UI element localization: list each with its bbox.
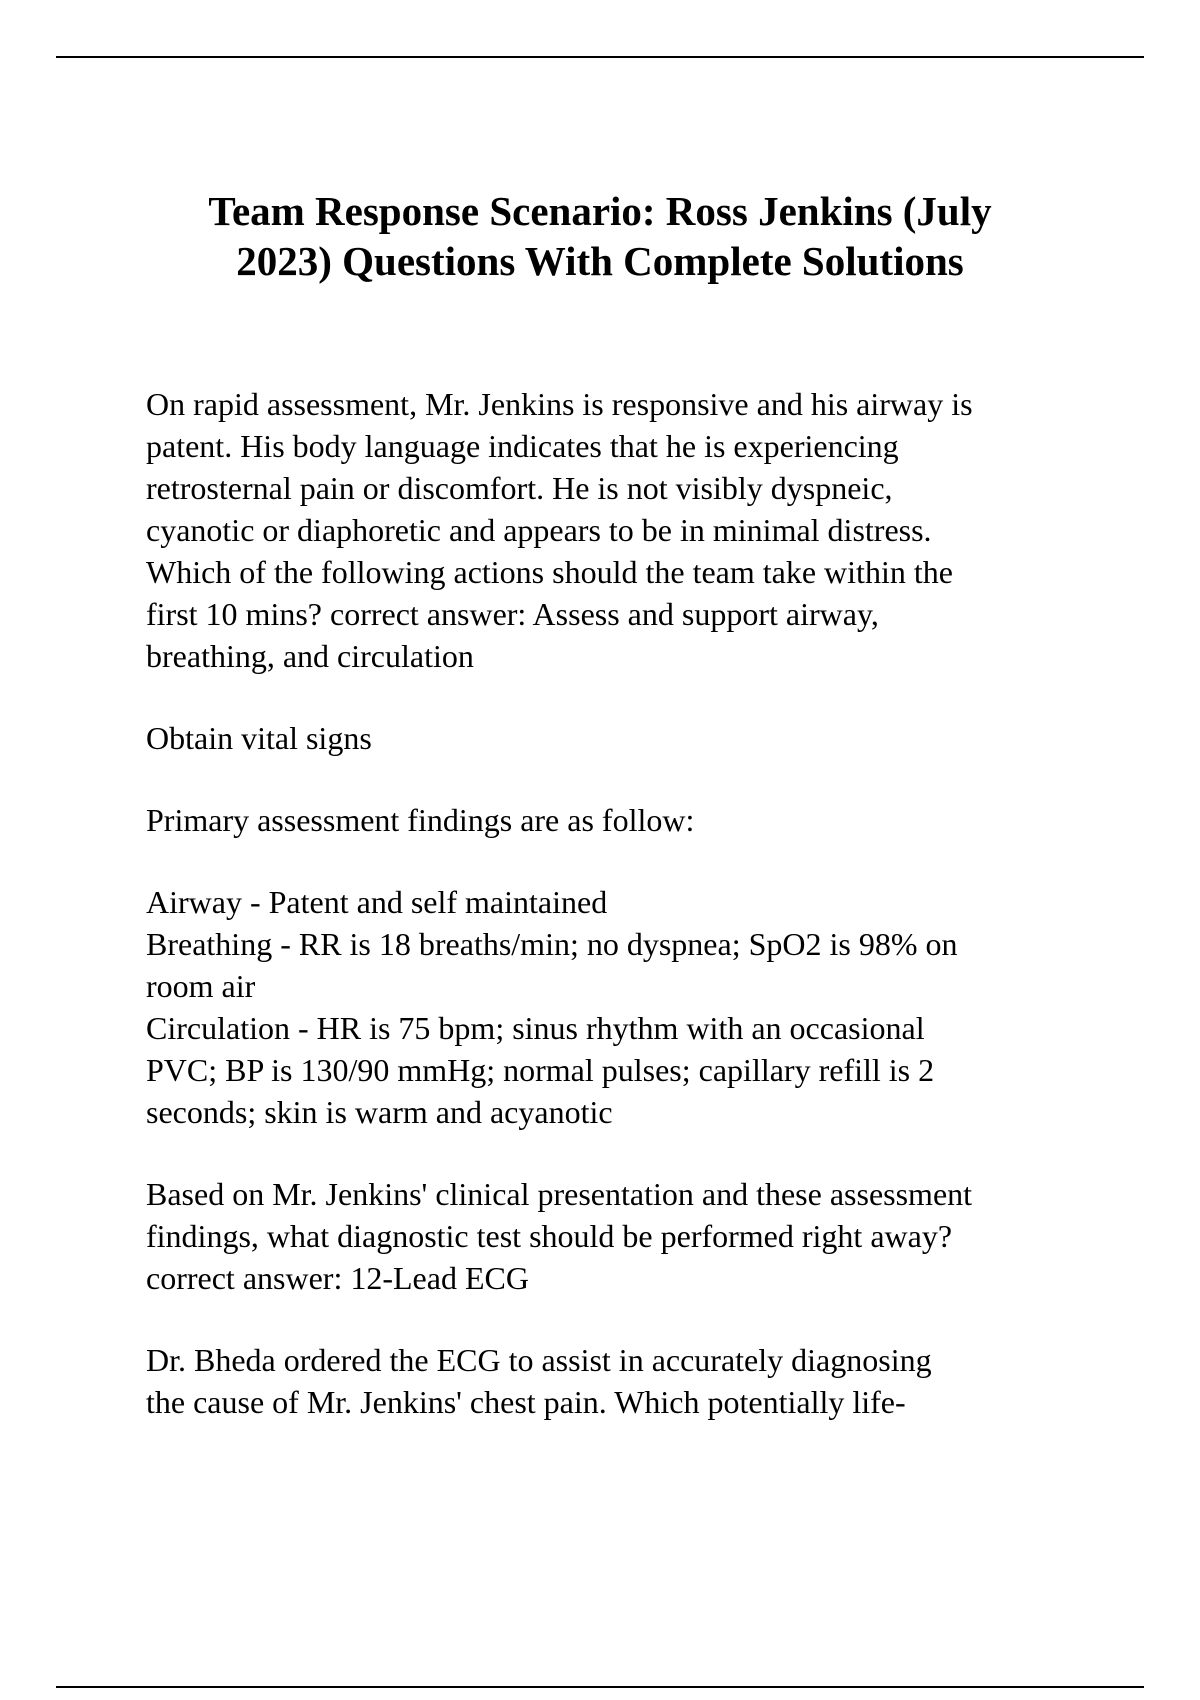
- text-line: findings, what diagnostic test should be performed right away?: [146, 1218, 953, 1254]
- text-line: Based on Mr. Jenkins' clinical presentation and these assessment: [146, 1176, 973, 1212]
- document-title: [120, 186, 1080, 286]
- findings-paragraph: [146, 881, 1106, 1133]
- text-line: retrosternal pain or discomfort. He is not visibly dyspneic,: [146, 470, 893, 506]
- text-line: Breathing - RR is 18 breaths/min; no dyspnea; SpO2 is 98% on: [146, 926, 958, 962]
- text-line: first 10 mins? correct answer: Assess and support airway,: [146, 596, 879, 632]
- findings-intro-paragraph: [146, 799, 1106, 841]
- text-line: room air: [146, 968, 256, 1004]
- title-line: 2023) Questions With Complete Solutions: [236, 238, 964, 284]
- text-line: Circulation - HR is 75 bpm; sinus rhythm with an occasional: [146, 1010, 925, 1046]
- text-line: Airway - Patent and self maintained: [146, 884, 608, 920]
- question-paragraph: [146, 383, 1106, 677]
- text-line: cyanotic or diaphoretic and appears to be in minimal distress.: [146, 512, 932, 548]
- text-line: the cause of Mr. Jenkins' chest pain. Which potentially life-: [146, 1384, 906, 1420]
- text-line: Which of the following actions should the team take within the: [146, 554, 953, 590]
- text-line: Primary assessment findings are as follow:: [146, 802, 695, 838]
- text-line: patent. His body language indicates that he is experiencing: [146, 428, 899, 464]
- answer-paragraph: [146, 717, 1106, 759]
- text-line: correct answer: 12-Lead ECG: [146, 1260, 529, 1296]
- bottom-rule: [56, 1686, 1144, 1688]
- text-line: On rapid assessment, Mr. Jenkins is responsive and his airway is: [146, 386, 973, 422]
- top-rule: [56, 56, 1144, 58]
- text-line: seconds; skin is warm and acyanotic: [146, 1094, 613, 1130]
- text-line: Obtain vital signs: [146, 720, 372, 756]
- text-line: Dr. Bheda ordered the ECG to assist in accurately diagnosing: [146, 1342, 932, 1378]
- text-line: PVC; BP is 130/90 mmHg; normal pulses; capillary refill is 2: [146, 1052, 935, 1088]
- text-line: breathing, and circulation: [146, 638, 474, 674]
- title-line: Team Response Scenario: Ross Jenkins (July: [208, 188, 992, 234]
- question-paragraph: [146, 1339, 1106, 1423]
- question-paragraph: [146, 1173, 1106, 1299]
- document-body: [146, 383, 1106, 1423]
